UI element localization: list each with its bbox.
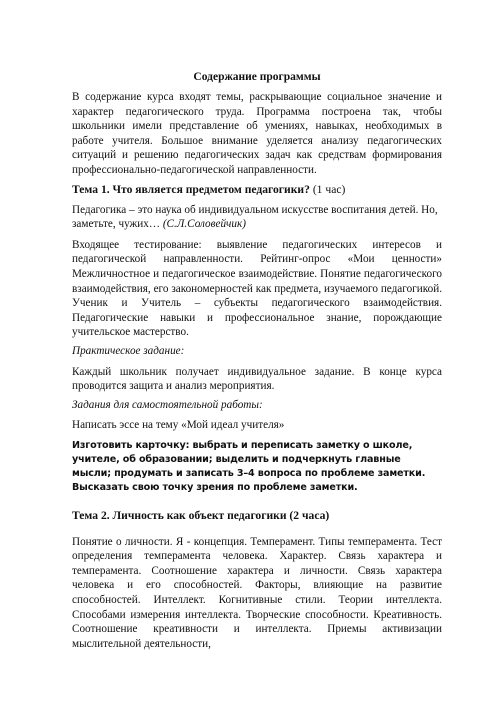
page-title: Содержание программы (193, 71, 321, 83)
topic1-hours: (1 час) (312, 182, 346, 196)
topic2-body: Понятие о личности. Я - концепция. Темперамент. Типы темперамента. Тест определения темперамента человека. Характер. Связь характера и темперамента. Соотношение характера и личности. Связь характера человека и его способностей. Факторы, влияющие на развитие способностей. Интеллект. Когнитивные стили. Теории интеллекта. Способами измерения интеллекта. Творческие способности. Креативность. Соотношение креативности и интеллекта. Приемы активизации мыслительной деятельности, (72, 535, 442, 650)
self-work-label: Задания для самостоятельной работы: (72, 398, 263, 411)
practical-task-label: Практическое задание: (72, 344, 185, 357)
essay-task: Написать эссе на тему «Мой идеал учителя» (72, 419, 285, 432)
topic1-title: Тема 1. Что является предметом педагогики? (72, 182, 310, 196)
quote-text: Педагогика – это наука об индивидуальном искусстве воспитания детей. Но, заметьте, чужих… (72, 203, 438, 231)
topic2-heading: Тема 2. Личность как объект педагогики (2 часа) (72, 508, 330, 522)
topic1-body: Входящее тестирование: выявление педагогических интересов и педагогической направленности. Рейтинг-опрос «Мои ценности» Межличностное и педагогическое взаимодействие. Понятие педагогического взаимодействия, его закономерностей как предмета, изучаемого педагогикой. Ученик и Учитель – субъекты педагогического взаимодействия. Педагогические навыки и профессиональное знание, порождающие учительское мастерство. (72, 238, 442, 339)
topic1-quote (72, 203, 442, 232)
topic1-heading (72, 182, 442, 197)
practical-task-text: Каждый школьник получает индивидуальное задание. В конце курса проводится защита и анализ мероприятия. (72, 365, 442, 393)
document-body (72, 70, 442, 651)
card-task: Изготовить карточку: выбрать и переписать заметку о школе, учителе, об образовании; выделить и подчеркнуть главные мысли; продумать и записать 3–4 вопроса по проблеме заметки. Высказать свою точку зрения по проблеме заметки. (72, 439, 426, 494)
intro-paragraph: В содержание курса входят темы, раскрывающие социальное значение и характер педагогического труда. Программа построена так, чтобы школьники имели представление об умениях, навыках, необходимых в работе учителя. Большое внимание уделяется анализу педагогических ситуаций и решению педагогических задач как средствам формирования профессионально-педагогической направленности. (72, 91, 442, 176)
quote-author: (С.Л.Соловейчик) (162, 218, 246, 231)
